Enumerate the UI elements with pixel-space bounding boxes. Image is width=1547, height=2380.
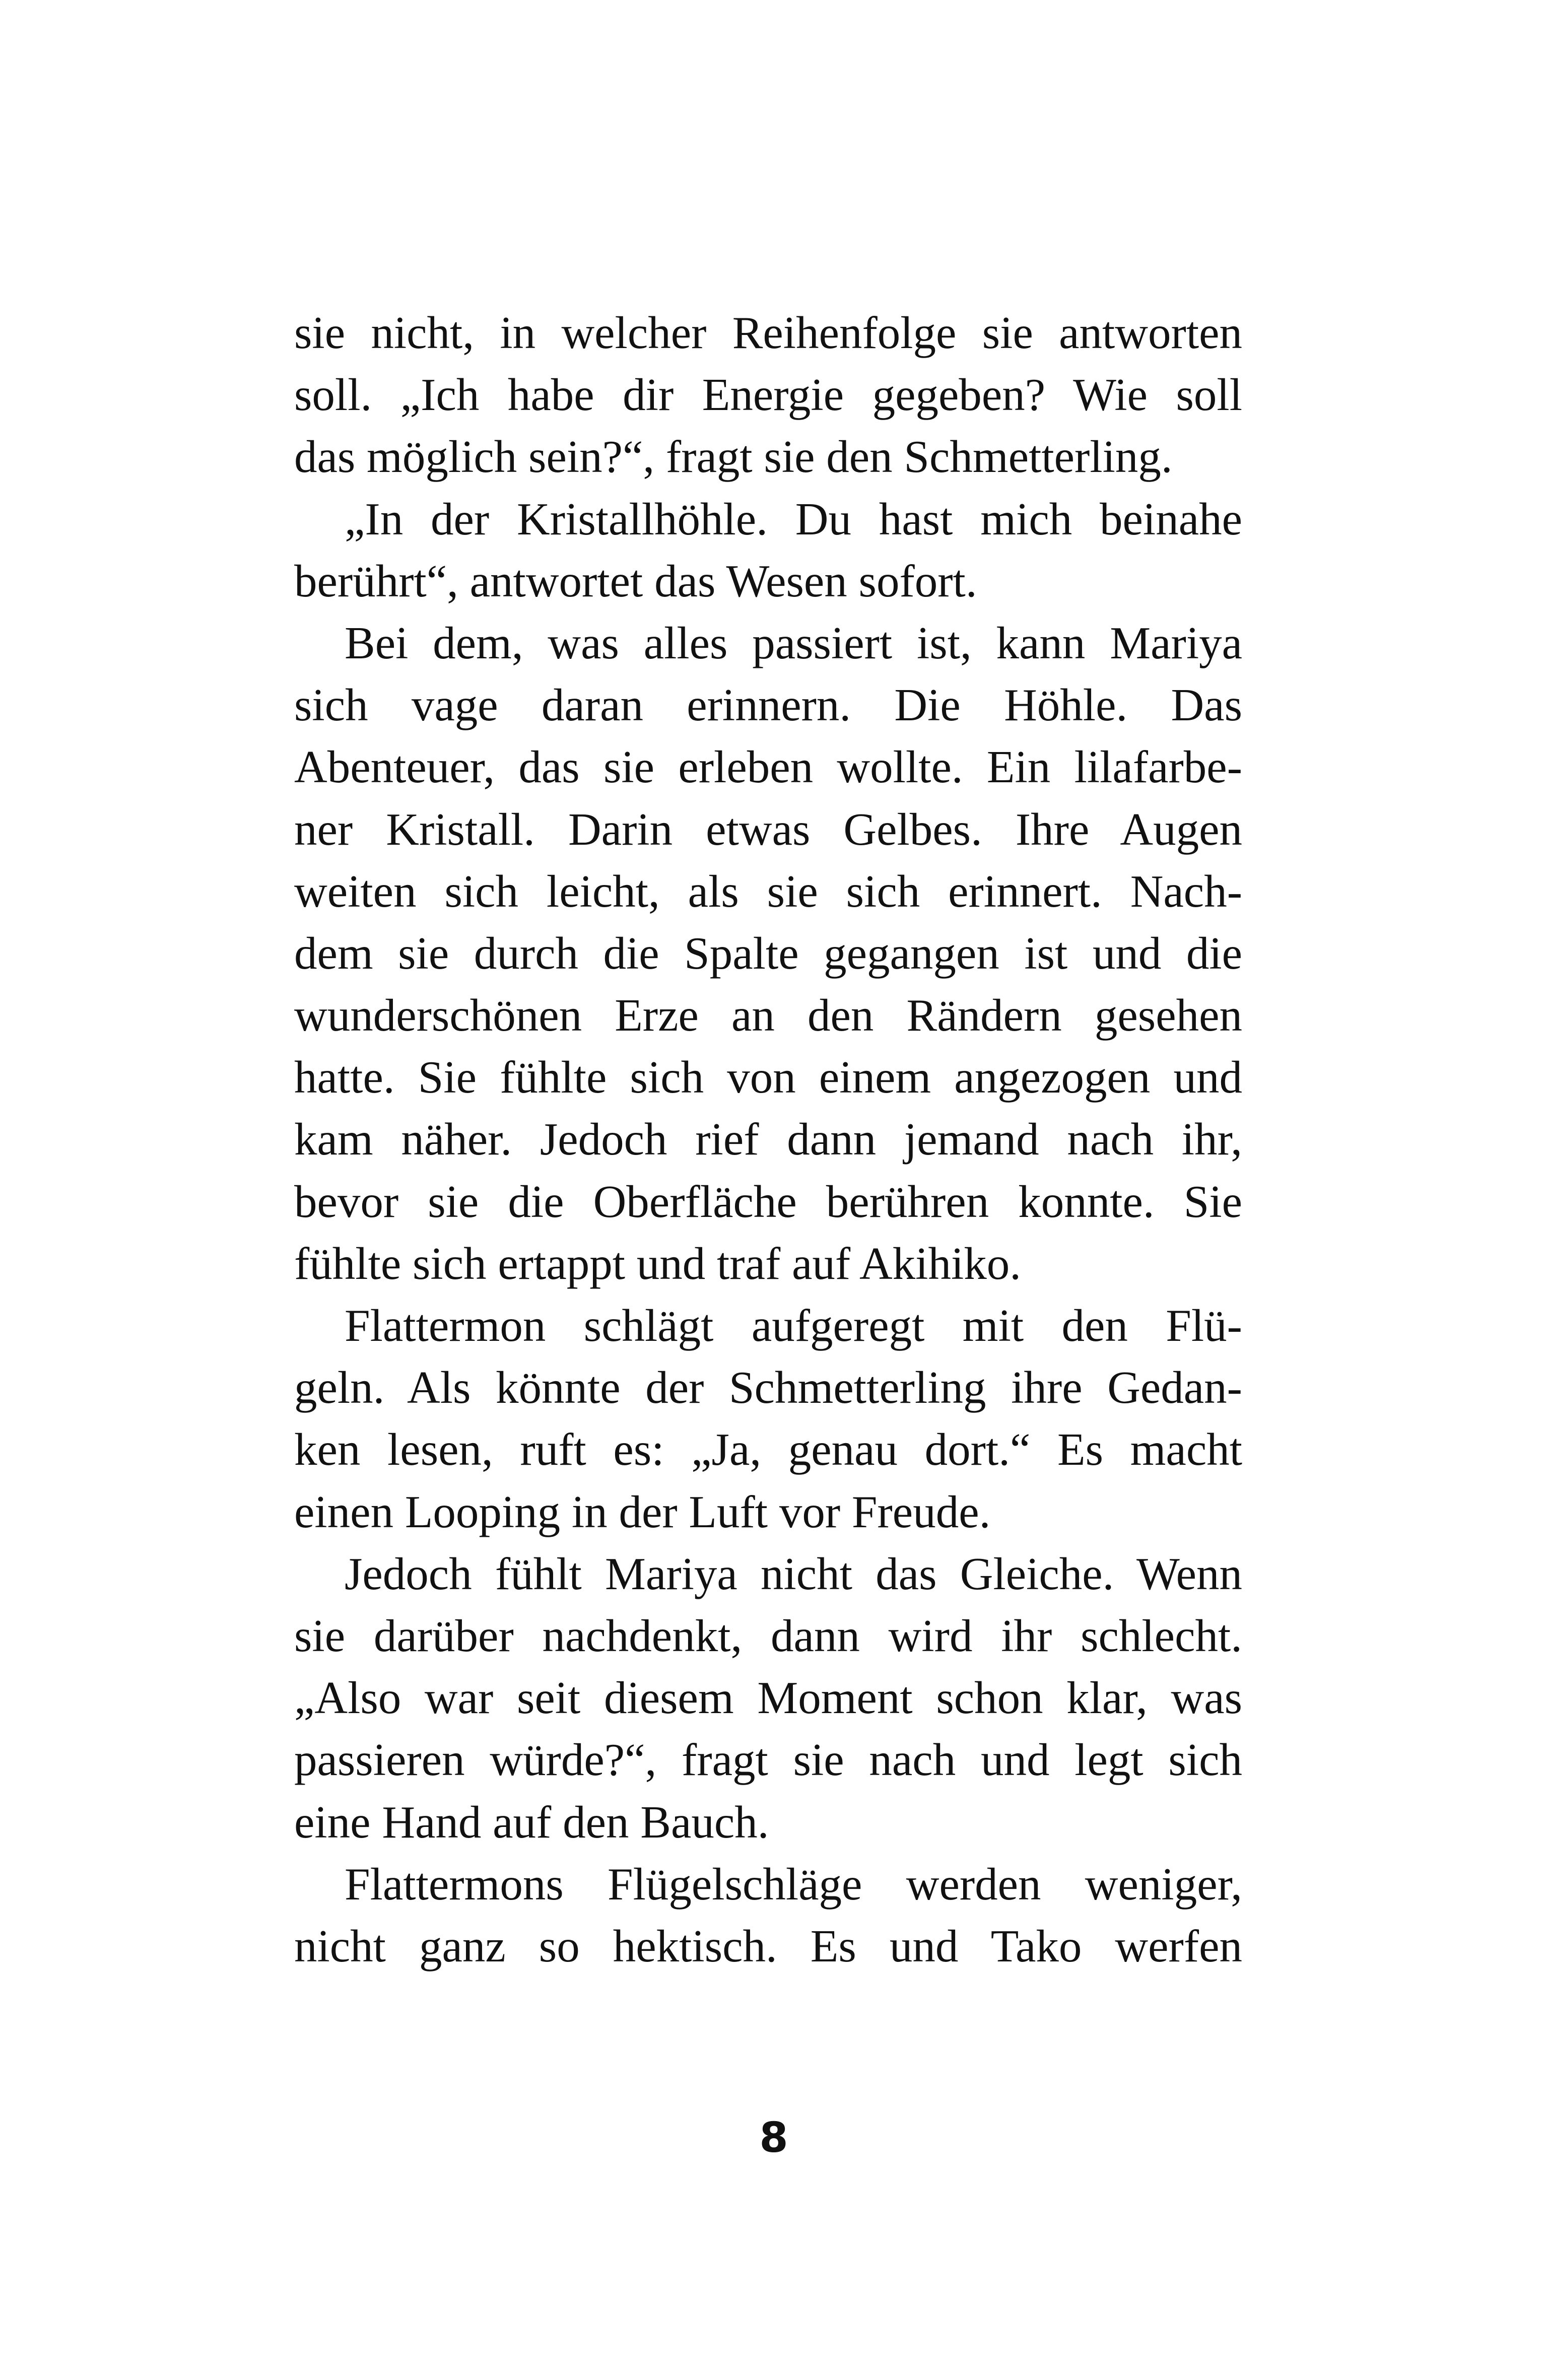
text-line: bevor sie die Oberfläche berühren konnte. Sie: [294, 1176, 1242, 1227]
text-line: hatte. Sie fühlte sich von einem angezogen und: [294, 1052, 1242, 1103]
text-line: wunderschönen Erze an den Rändern gesehen: [294, 990, 1242, 1041]
text-line: sich vage daran erinnern. Die Höhle. Das: [294, 679, 1242, 731]
text-line: ner Kristall. Darin etwas Gelbes. Ihre Augen: [294, 803, 1242, 855]
text-line: sie nicht, in welcher Reihenfolge sie antworten: [294, 307, 1242, 358]
text-line: dem sie durch die Spalte gegangen ist und die: [294, 927, 1242, 979]
text-line: eine Hand auf den Bauch.: [294, 1796, 769, 1848]
text-line: soll. „Ich habe dir Energie gegeben? Wie soll: [294, 369, 1242, 421]
text-line: Flattermons Flügelschläge werden weniger,: [345, 1858, 1242, 1910]
text-line: das möglich sein?“, fragt sie den Schmetterling.: [294, 431, 1173, 483]
text-line: einen Looping in der Luft vor Freude.: [294, 1486, 991, 1537]
text-line: ken lesen, ruft es: „Ja, genau dort.“ Es macht: [294, 1424, 1242, 1475]
text-line: „Also war seit diesem Moment schon klar, was: [294, 1672, 1242, 1724]
text-line: nicht ganz so hektisch. Es und Tako werfen: [294, 1920, 1242, 1971]
text-line: „In der Kristallhöhle. Du hast mich beinahe: [345, 493, 1242, 545]
text-line: kam näher. Jedoch rief dann jemand nach ihr,: [294, 1114, 1242, 1165]
text-line: fühlte sich ertappt und traf auf Akihiko.: [294, 1238, 1021, 1289]
text-line: geln. Als könnte der Schmetterling ihre Gedan-: [294, 1362, 1242, 1413]
text-line: passieren würde?“, fragt sie nach und legt sich: [294, 1734, 1242, 1786]
body-text: [294, 302, 1242, 1977]
page-number: 8: [759, 2114, 788, 2162]
text-line: sie darüber nachdenkt, dann wird ihr schlecht.: [294, 1610, 1242, 1661]
text-line: Bei dem, was alles passiert ist, kann Mariya: [345, 617, 1242, 668]
text-line: berührt“, antwortet das Wesen sofort.: [294, 555, 977, 606]
text-line: weiten sich leicht, als sie sich erinnert. Nach-: [294, 865, 1242, 917]
text-line: Abenteuer, das sie erleben wollte. Ein lilafarbe-: [294, 741, 1242, 793]
text-line: Flattermon schlägt aufgeregt mit den Flü-: [345, 1300, 1242, 1351]
text-line: Jedoch fühlt Mariya nicht das Gleiche. Wenn: [345, 1548, 1242, 1599]
